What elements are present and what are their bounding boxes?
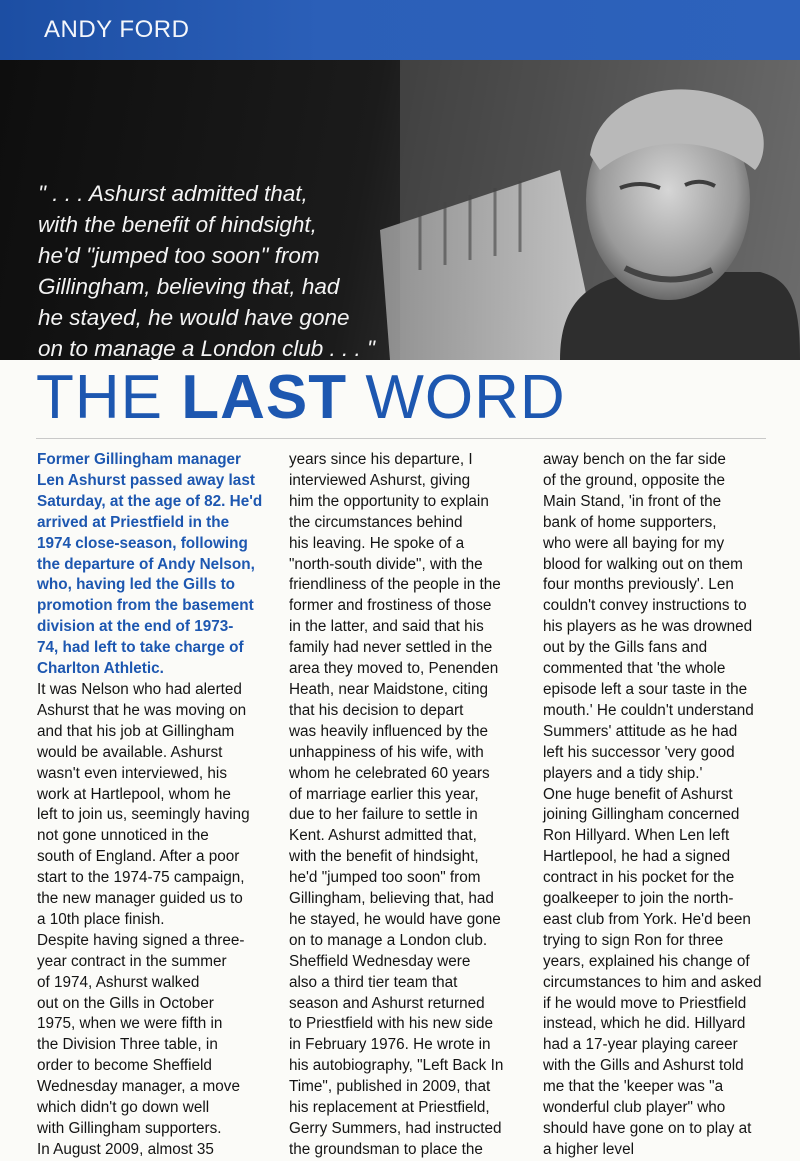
text-line: in the latter, and said that his: [289, 618, 484, 636]
text-line: would be available. Ashurst: [37, 743, 223, 761]
text-line: should have gone on to play at: [543, 1120, 752, 1137]
title-part: THE: [36, 363, 182, 432]
text-line: Len Ashurst passed away last: [37, 471, 255, 489]
text-line: Time", published in 2009, that: [289, 1078, 491, 1096]
text-line: Sheffield Wednesday were: [289, 952, 471, 970]
text-line: mouth.' He couldn't understand: [543, 701, 754, 719]
text-line: years, explained his change of: [543, 952, 750, 970]
text-line: friendliness of the people in the: [289, 576, 501, 594]
text-line: area they moved to, Penenden: [289, 660, 499, 678]
text-line: episode left a sour taste in the: [543, 680, 748, 698]
text-line: order to become Sheffield: [37, 1057, 212, 1075]
text-line: in February 1976. He wrote in: [289, 1036, 491, 1054]
text-line: his players as he was drowned: [543, 618, 753, 636]
text-line: One huge benefit of Ashurst: [543, 785, 733, 803]
text-line: whom he celebrated 60 years: [289, 764, 490, 782]
text-line: east club from York. He'd been: [543, 910, 751, 928]
text-line: Saturday, at the age of 82. He'd: [37, 492, 263, 510]
text-line: Wednesday manager, a move: [37, 1078, 240, 1096]
text-line: me that the 'keeper was "a: [543, 1078, 724, 1096]
text-line: 74, had left to take charge of: [37, 639, 244, 657]
article-body: [37, 680, 269, 1161]
text-line: Summers' attitude as he had: [543, 722, 738, 740]
text-line: start to the 1974-75 campaign,: [37, 869, 245, 887]
text-line: left to join us, seemingly having: [37, 806, 250, 824]
text-line: wonderful club player" who: [543, 1099, 726, 1117]
title-emphasis: LAST: [181, 363, 348, 432]
text-line: Charlton Athletic.: [37, 660, 164, 678]
text-line: was heavily influenced by the: [289, 722, 488, 740]
text-line: Despite having signed a three-: [37, 931, 245, 949]
text-line: away bench on the far side: [543, 451, 726, 468]
text-line: Kent. Ashurst admitted that,: [289, 827, 477, 845]
article-column-2: [289, 450, 529, 1161]
text-line: the groundsman to place the: [289, 1140, 483, 1158]
article-column-3: [543, 450, 783, 1161]
pull-quote-line: he'd "jumped too soon" from: [38, 243, 320, 268]
text-line: with the benefit of hindsight,: [289, 848, 479, 866]
text-line: "north-south divide", with the: [289, 555, 483, 573]
text-line: his autobiography, "Left Back In: [289, 1057, 504, 1075]
text-line: due to her failure to settle in: [289, 806, 478, 824]
text-line: contract in his pocket for the: [543, 869, 735, 887]
text-line: he stayed, he would have gone: [289, 910, 501, 928]
pull-quote-line: Gillingham, believing that, had: [38, 274, 340, 299]
text-line: Heath, near Maidstone, citing: [289, 680, 488, 698]
text-line: goalkeeper to join the north-: [543, 890, 734, 908]
text-line: which didn't go down well: [37, 1099, 210, 1117]
text-line: who were all baying for my: [543, 534, 725, 552]
text-line: interviewed Ashurst, giving: [289, 471, 471, 489]
text-line: a higher level: [543, 1140, 634, 1158]
text-line: year contract in the summer: [37, 952, 227, 970]
text-line: the Division Three table, in: [37, 1036, 218, 1054]
pull-quote-line: on to manage a London club . . . ": [38, 336, 375, 360]
header-bar: [0, 0, 800, 60]
text-line: his leaving. He spoke of a: [289, 534, 465, 552]
text-line: on to manage a London club.: [289, 931, 488, 949]
text-line: if he would move to Priestfield: [543, 994, 747, 1012]
text-line: out by the Gills fans and: [543, 639, 708, 657]
text-line: promotion from the basement: [37, 597, 254, 615]
text-line: the circumstances behind: [289, 513, 463, 531]
text-line: former and frostiness of those: [289, 597, 492, 615]
text-line: four months previously'. Len: [543, 576, 734, 594]
text-line: who, having led the Gills to: [37, 576, 236, 594]
pull-quote-line: " . . . Ashurst admitted that,: [38, 181, 308, 206]
title-part: WORD: [347, 363, 566, 432]
text-line: Hartlepool, he had a signed: [543, 848, 731, 866]
text-line: It was Nelson who had alerted: [37, 680, 242, 698]
text-line: trying to sign Ron for three: [543, 931, 724, 949]
text-line: that his decision to depart: [289, 701, 464, 719]
hero-photo-banner: [0, 60, 800, 360]
text-line: circumstances to him and asked: [543, 973, 762, 991]
text-line: with the Gills and Ashurst told: [543, 1057, 744, 1075]
article-lead-paragraph: [37, 450, 269, 680]
text-line: family had never settled in the: [289, 639, 493, 657]
text-line: and that his job at Gillingham: [37, 722, 235, 740]
text-line: not gone unnoticed in the: [37, 827, 209, 845]
text-line: In August 2009, almost 35: [37, 1140, 214, 1158]
text-line: south of England. After a poor: [37, 848, 240, 866]
text-line: the departure of Andy Nelson,: [37, 555, 255, 573]
page-title: [36, 363, 566, 433]
text-line: couldn't convey instructions to: [543, 597, 747, 615]
text-line: he'd "jumped too soon" from: [289, 869, 481, 887]
text-line: to Priestfield with his new side: [289, 1015, 494, 1033]
text-line: players and a tidy ship.': [543, 764, 703, 782]
text-line: Former Gillingham manager: [37, 451, 242, 468]
text-line: work at Hartlepool, whom he: [37, 785, 231, 803]
article-column-1: [37, 450, 269, 1161]
text-line: 1974 close-season, following: [37, 534, 248, 552]
text-line: Gerry Summers, had instructed: [289, 1120, 502, 1137]
text-line: arrived at Priestfield in the: [37, 513, 230, 531]
title-divider: [36, 438, 766, 439]
text-line: joining Gillingham concerned: [543, 806, 740, 824]
pull-quote: [38, 178, 458, 360]
pull-quote-line: with the benefit of hindsight,: [38, 212, 317, 237]
text-line: blood for walking out on them: [543, 555, 743, 573]
text-line: of the ground, opposite the: [543, 471, 726, 489]
text-line: of marriage earlier this year,: [289, 785, 479, 803]
text-line: bank of home supporters,: [543, 513, 717, 531]
text-line: also a third tier team that: [289, 973, 458, 991]
text-line: wasn't even interviewed, his: [37, 764, 227, 782]
text-line: Gillingham, believing that, had: [289, 890, 494, 908]
text-line: of 1974, Ashurst walked: [37, 973, 200, 991]
text-line: the new manager guided us to: [37, 890, 243, 908]
text-line: out on the Gills in October: [37, 994, 214, 1012]
text-line: unhappiness of his wife, with: [289, 743, 484, 761]
author-name: ANDY FORD: [44, 16, 190, 43]
text-line: left his successor 'very good: [543, 743, 735, 761]
text-line: years since his departure, I: [289, 451, 473, 468]
text-line: his replacement at Priestfield,: [289, 1099, 490, 1117]
text-line: him the opportunity to explain: [289, 492, 489, 510]
text-line: Main Stand, 'in front of the: [543, 492, 722, 510]
text-line: division at the end of 1973-: [37, 618, 234, 636]
text-line: commented that 'the whole: [543, 660, 726, 678]
text-line: a 10th place finish.: [37, 910, 165, 928]
text-line: Ron Hillyard. When Len left: [543, 827, 730, 845]
pull-quote-line: he stayed, he would have gone: [38, 305, 350, 330]
text-line: season and Ashurst returned: [289, 994, 485, 1012]
text-line: had a 17-year playing career: [543, 1036, 738, 1054]
text-line: 1975, when we were fifth in: [37, 1015, 223, 1033]
text-line: instead, which he did. Hillyard: [543, 1015, 746, 1033]
text-line: Ashurst that he was moving on: [37, 701, 247, 719]
text-line: with Gillingham supporters.: [37, 1120, 222, 1137]
